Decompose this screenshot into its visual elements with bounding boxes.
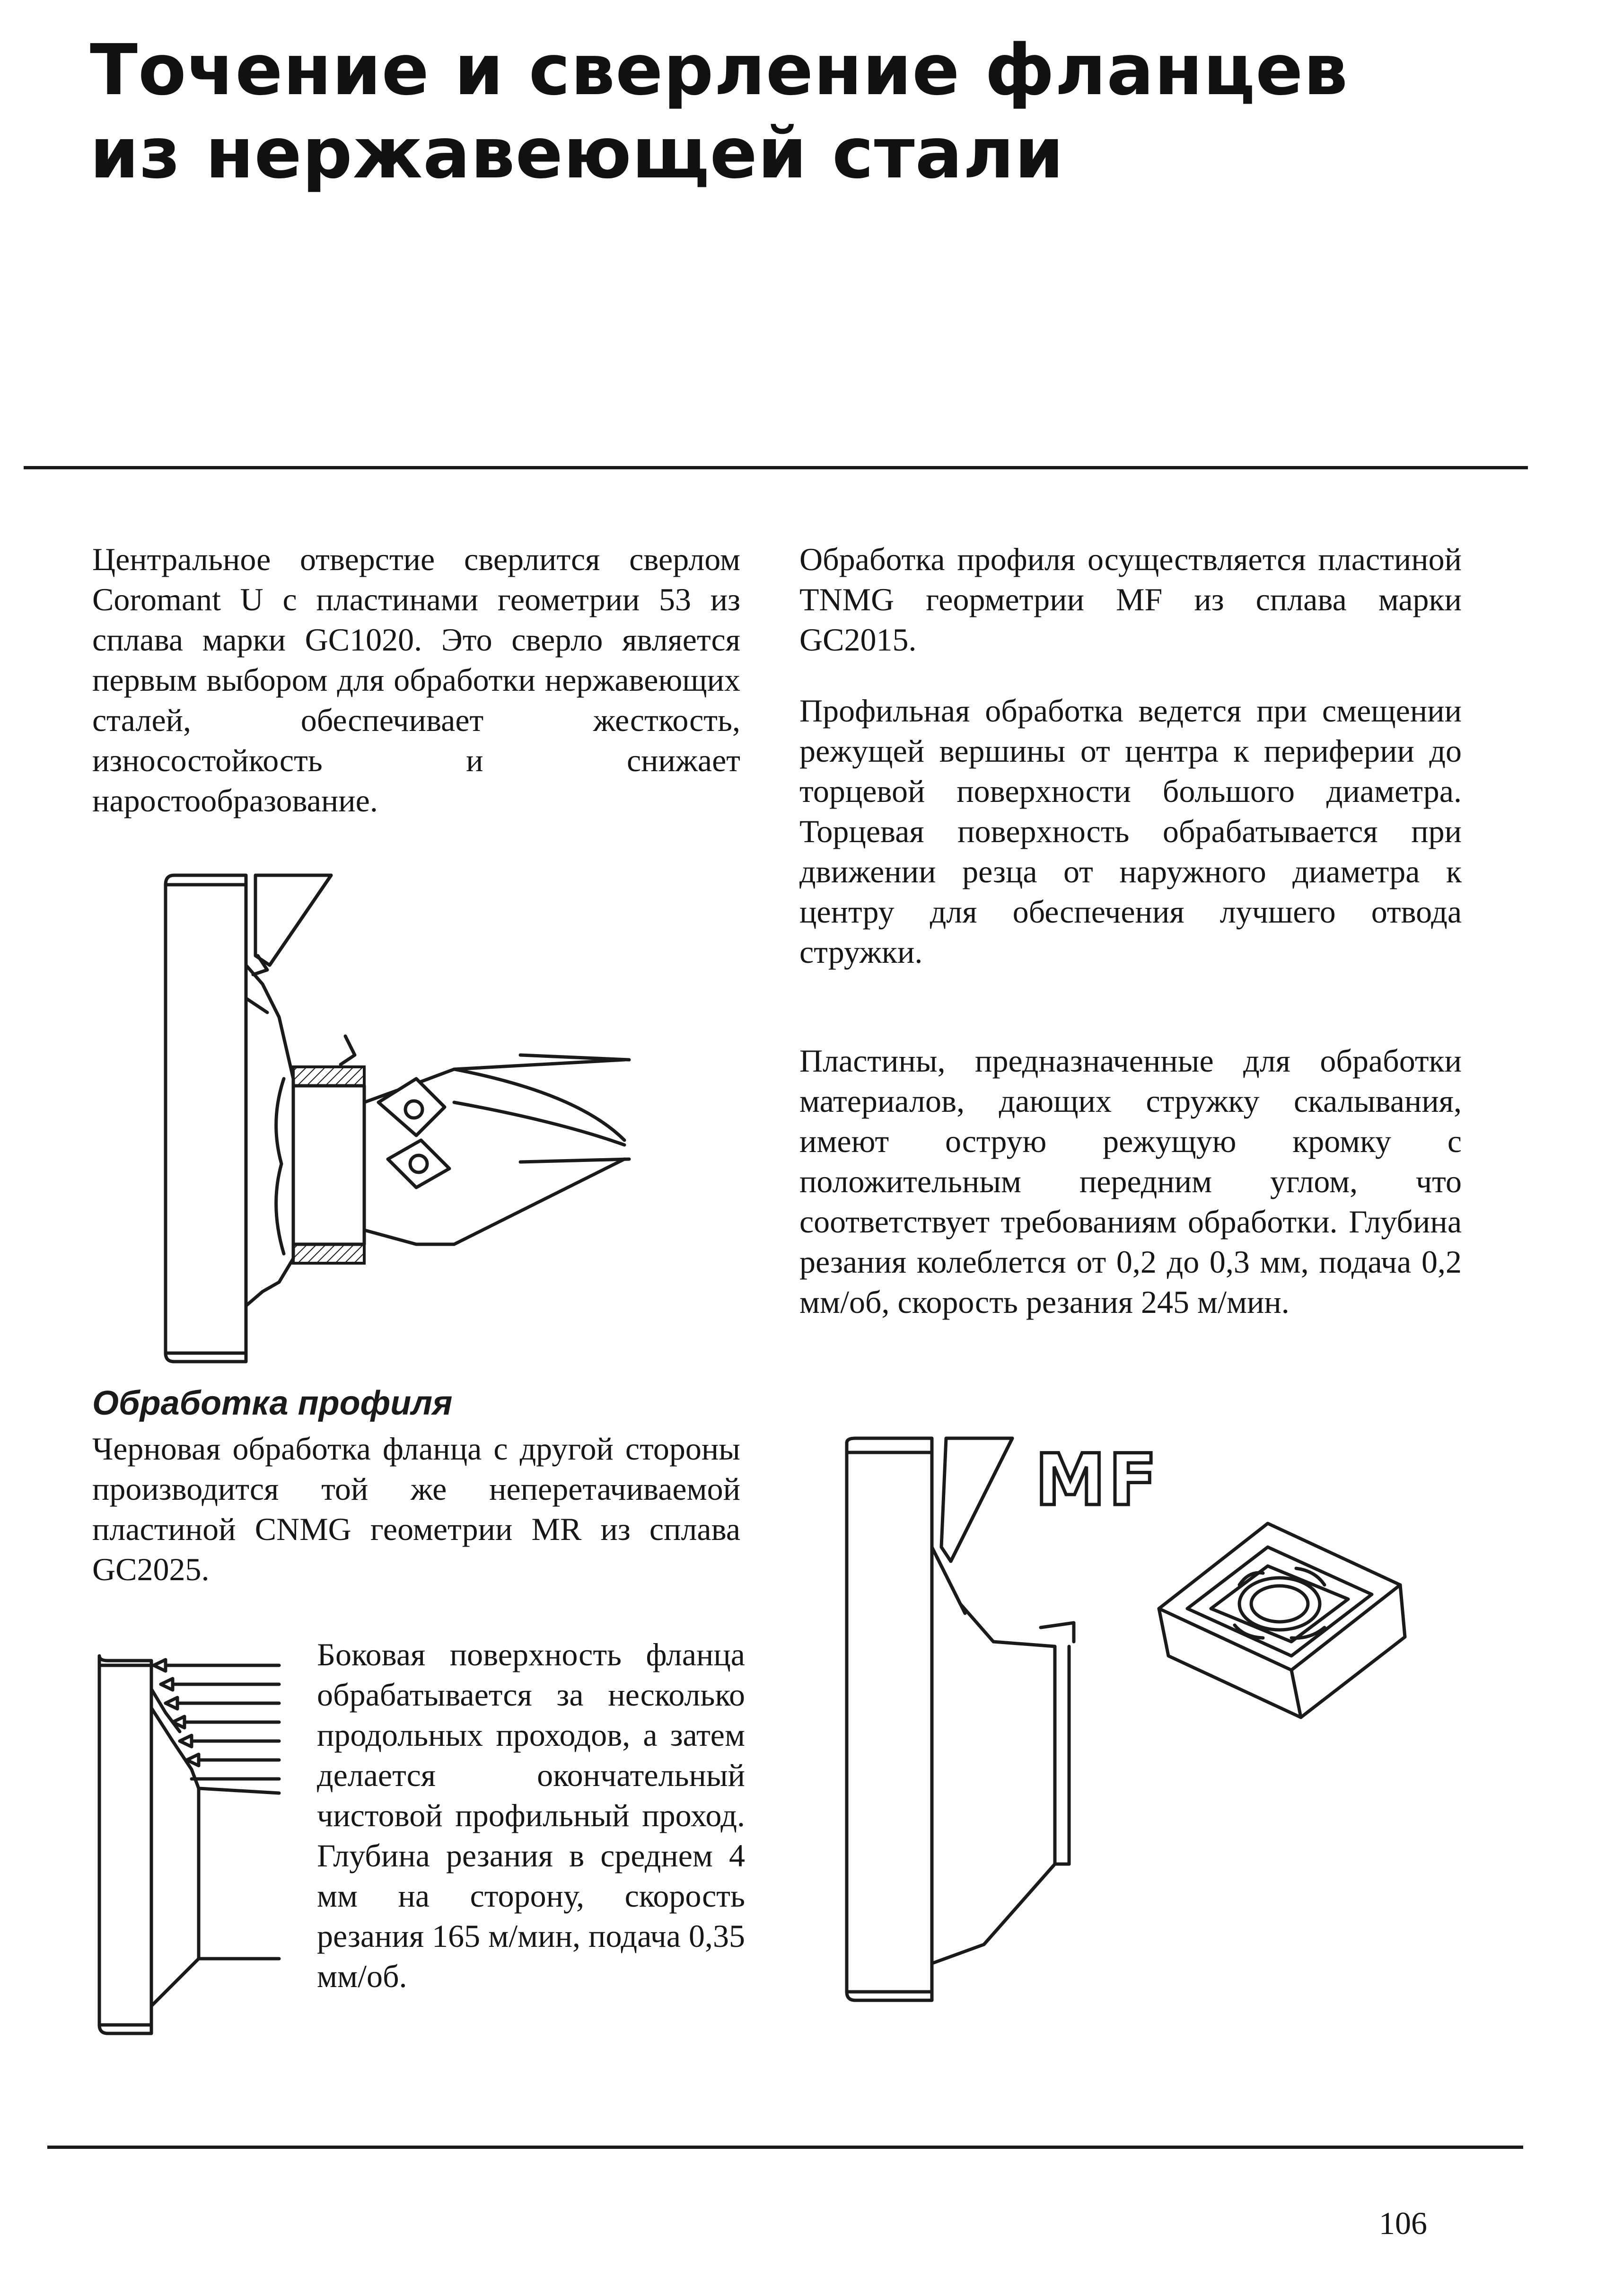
right-paragraph-1: Обработка профиля осуществляется пластиной TNMG георметрии MF из сплава марки GC2015. [799,541,1462,658]
side-paragraph: Боковая поверхность фланца обрабатывается за несколько продольных проходов, а затем делается окончательный чистовой профильный проход. Глубина резания в среднем 4 мм на сторону, скорость резания 165 м/мин, подача 0,35 мм/об. [317,1636,745,1994]
right-paragraph-2: Профильная обработка ведется при смещении режущей вершины от центра к периферии до торцевой поверхности большого диаметра. Торцевая поверхность обрабатывается при движении резца от наружного диаметра к центру для обеспечения лучшего отвода стружки. [799,693,1462,970]
page-title [90,28,1509,195]
right-paragraph-3: Пластины, предназначенные для обработки материалов, дающих стружку скалывания, имеют острую режущую кромку с положительным передним углом, что соответствует требованиям обработки. Глубина резания колеблется от 0,2 до 0,3 мм, подача 0,2 мм/об, скорость резания 245 м/мин. [799,1043,1462,1320]
insert-illustration [1149,1514,1414,1722]
longitudinal-passes-diagram [90,1627,298,2039]
intro-paragraph: Центральное отверстие сверлится сверлом Coromant U с пластинами геометрии 53 из сплава марки GC1020. Это сверло является первым выбором для обработки нержавеющих сталей, обеспечивает жесткость, износостойкость и снижает наростообразование. [92,541,740,818]
page-title-line-2: из нержавеющей стали [90,113,1064,194]
drilling-diagram [151,856,648,1367]
top-divider [24,466,1528,469]
section-heading: Обработка профиля [92,1384,453,1422]
bottom-divider [47,2146,1523,2149]
page-number: 106 [1379,2205,1427,2241]
page-title-line-1: Точение и сверление фланцев [90,29,1349,111]
mf-geometry-label [1031,1429,1173,1523]
section-paragraph: Черновая обработка фланца с другой стороны производится той же неперетачиваемой пластиной CNMG геометрии MR из сплава GC2025. [92,1431,740,1587]
mf-label-text: MF [1035,1439,1160,1522]
